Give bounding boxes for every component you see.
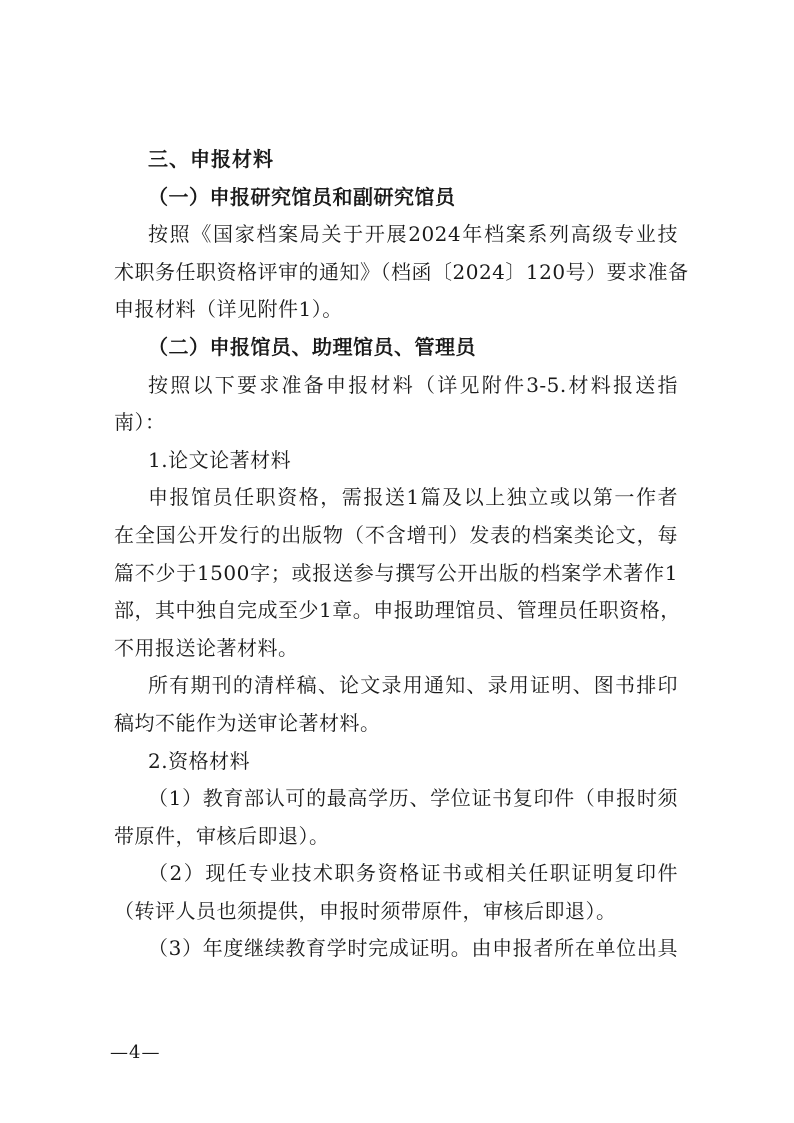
paragraph-line: （1）教育部认可的最高学历、学位证书复印件（申报时须 bbox=[148, 786, 678, 811]
paragraph-line: （2）现任专业技术职务资格证书或相关任职证明复印件 bbox=[148, 861, 678, 886]
paragraph-line: 按照《国家档案局关于开展2024年档案系列高级专业技 bbox=[148, 222, 678, 247]
subsection-heading: （一）申报研究馆员和副研究馆员 bbox=[148, 184, 456, 209]
paragraph-line: 南）： bbox=[114, 410, 166, 435]
document-body bbox=[114, 141, 689, 968]
paragraph-line: 在全国公开发行的出版物（不含增刊）发表的档案类论文，每 bbox=[114, 522, 678, 547]
list-heading: 2.资格材料 bbox=[148, 748, 251, 773]
paragraph-line: 稿均不能作为送审论著材料。 bbox=[114, 710, 381, 735]
paragraph-line: （转评人员也须提供，申报时须带原件，审核后即退）。 bbox=[114, 898, 617, 923]
subsection-heading: （二）申报馆员、助理馆员、管理员 bbox=[148, 334, 476, 359]
paragraph-line: 不用报送论著材料。 bbox=[114, 635, 299, 660]
list-heading: 1.论文论著材料 bbox=[148, 447, 292, 472]
paragraph-line: 所有期刊的清样稿、论文录用通知、录用证明、图书排印 bbox=[148, 673, 678, 698]
paragraph-line: 申报馆员任职资格，需报送1篇及以上独立或以第一作者 bbox=[148, 485, 678, 510]
section-heading: 三、申报材料 bbox=[148, 147, 274, 171]
paragraph-line: 申报材料（详见附件1）。 bbox=[114, 297, 343, 322]
paragraph-line: 术职务任职资格评审的通知》（档函〔2024〕120号）要求准备 bbox=[114, 259, 689, 284]
paragraph-line: 部，其中独自完成至少1章。申报助理馆员、管理员任职资格， bbox=[114, 598, 681, 623]
page-number: —4— bbox=[110, 1042, 161, 1063]
paragraph-line: 按照以下要求准备申报材料（详见附件3-5.材料报送指 bbox=[148, 372, 678, 397]
paragraph-line: （3）年度继续教育学时完成证明。由申报者所在单位出具 bbox=[148, 936, 678, 961]
paragraph-line: 带原件，审核后即退）。 bbox=[114, 823, 330, 848]
paragraph-line: 篇不少于1500字；或报送参与撰写公开出版的档案学术著作1 bbox=[114, 560, 678, 585]
